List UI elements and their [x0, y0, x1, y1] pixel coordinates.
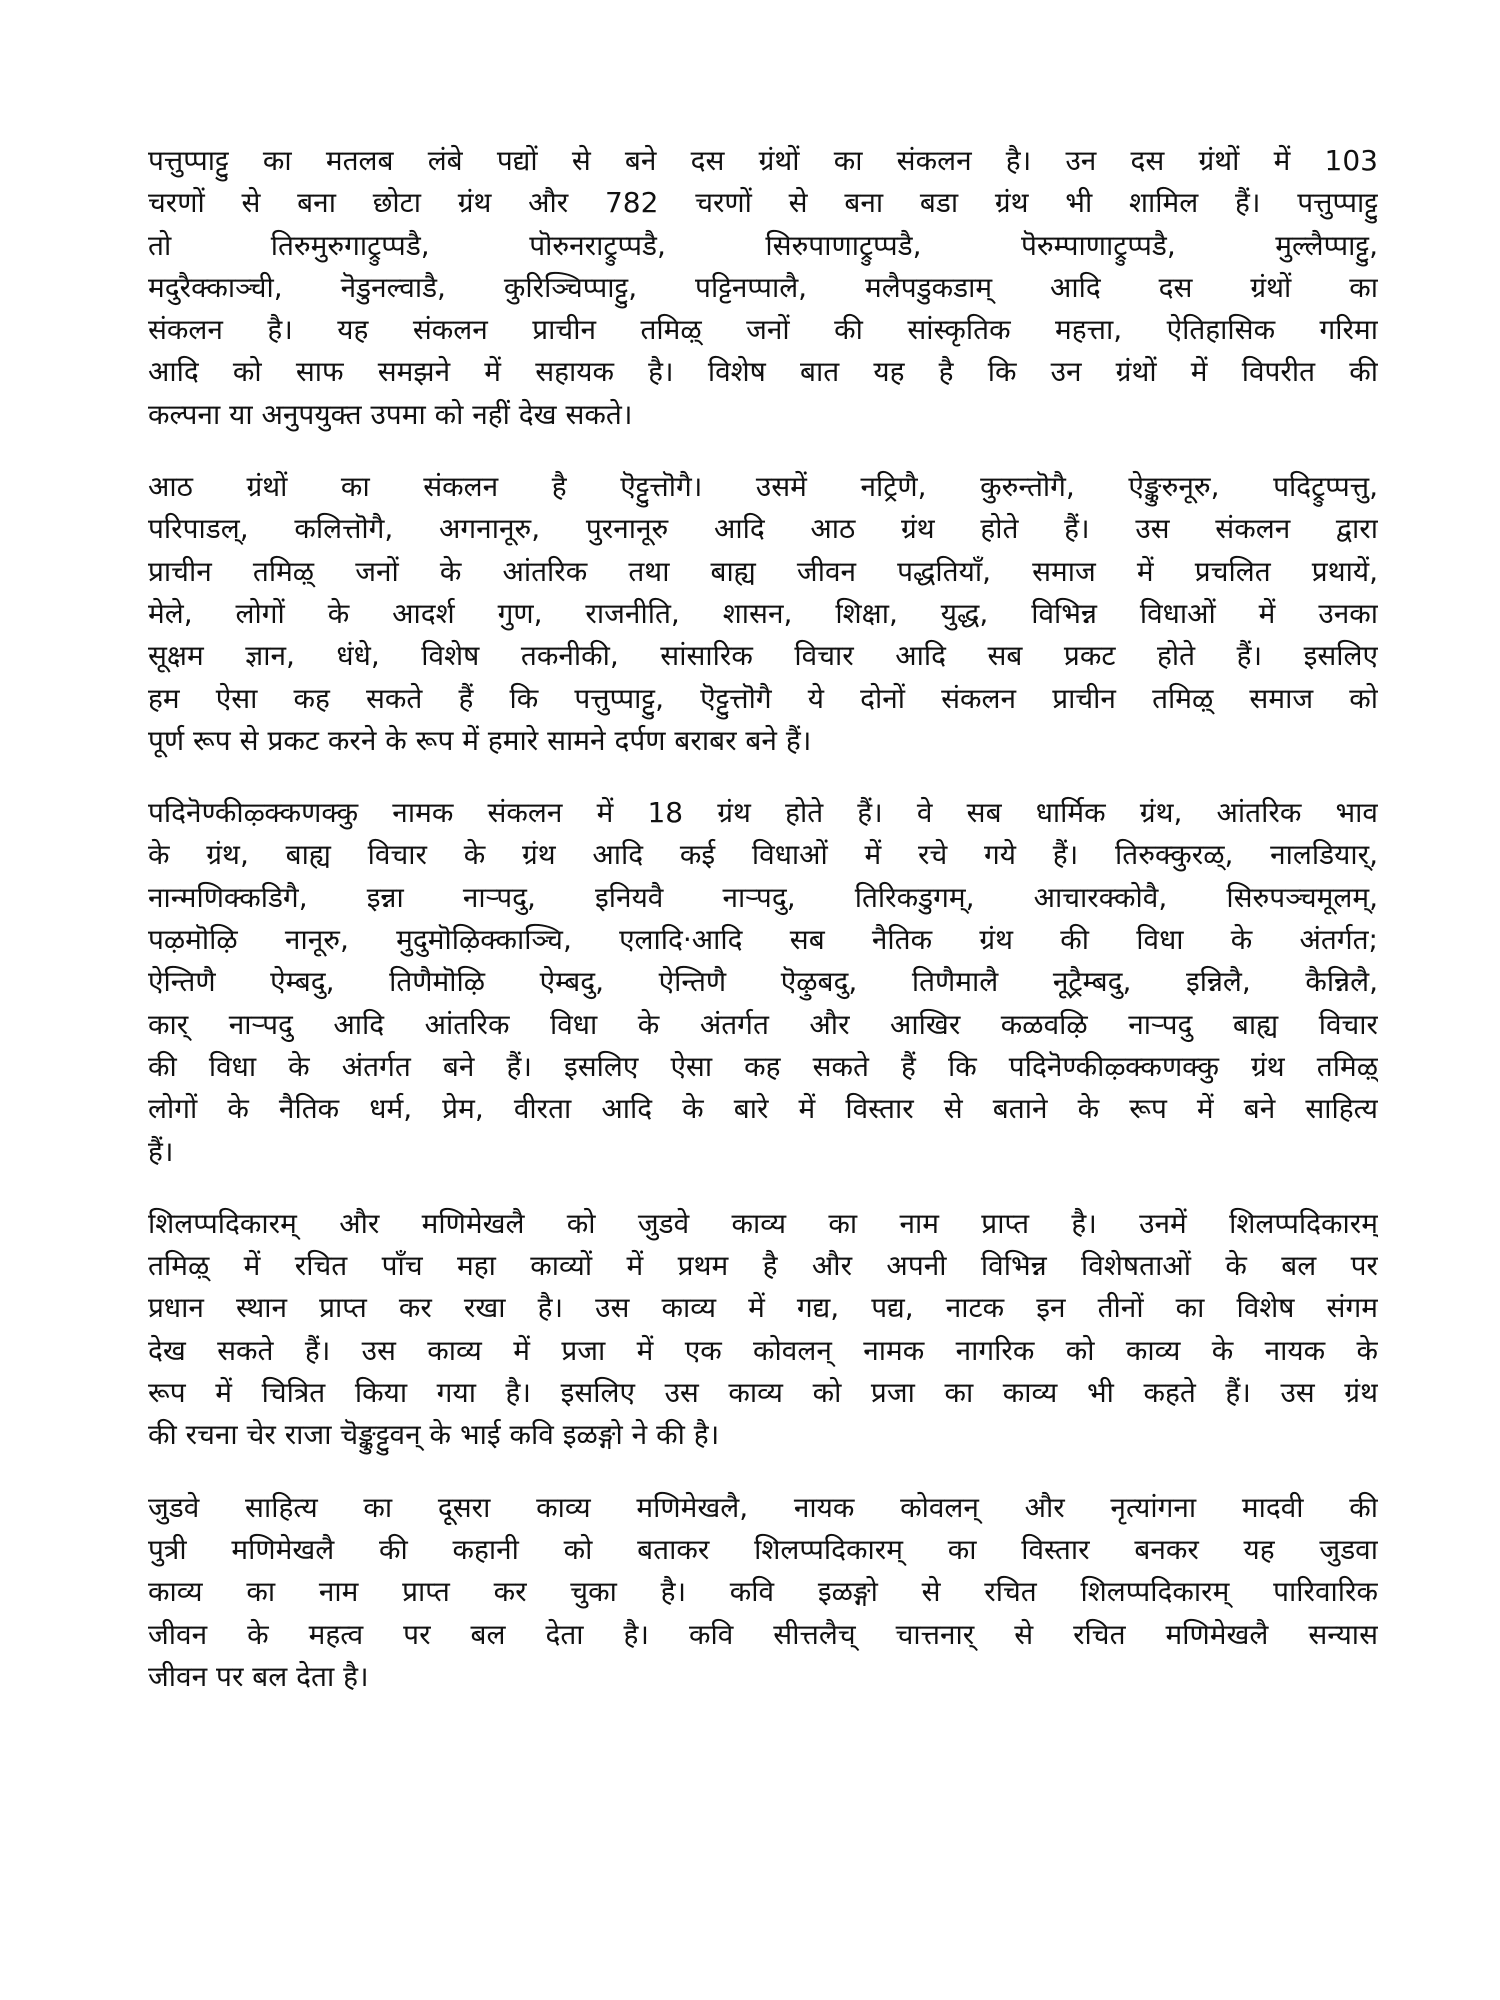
text-line: मेले, लोगों के आदर्श गुण, राजनीति, शासन, शिक्षा, युद्ध, विभिन्न विधाओं में उनका: [148, 596, 1378, 630]
text-line: मदुरैक्काञ्ची, नॆडुनल्वाडै, कुरिञ्चिप्पाट्टु, पट्टिनप्पालै, मलैपडुकडाम् आदि दस ग्रंथों का: [148, 270, 1378, 304]
text-line: पुत्री मणिमेखलै की कहानी को बताकर शिलप्पदिकारम् का विस्तार बनकर यह जुडवा: [148, 1532, 1378, 1566]
paragraph-manimekalai: [148, 1487, 1378, 1698]
text-line: लोगों के नैतिक धर्म, प्रेम, वीरता आदि के बारे में विस्तार से बताने के रूप में बने साहित्य: [148, 1092, 1378, 1126]
text-line: आठ ग्रंथों का संकलन है ऎट्टुत्तॊगै। उसमें नट्रिणै, कुरुन्तॊगै, ऐङ्कुरुनूरु, पदिट्रुप्पत्तु,: [148, 470, 1378, 504]
text-line: की रचना चेर राजा चॆङ्कुट्टुवन् के भाई कवि इळङ्गो ने की है।: [148, 1418, 720, 1452]
paragraph-ettuttogai: [148, 466, 1378, 762]
text-line: जीवन पर बल देता है।: [148, 1659, 369, 1693]
text-line: रूप में चित्रित किया गया है। इसलिए उस काव्य को प्रजा का काव्य भी कहते हैं। उस ग्रंथ: [148, 1376, 1378, 1410]
text-line: काव्य का नाम प्राप्त कर चुका है। कवि इळङ्गो से रचित शिलप्पदिकारम् पारिवारिक: [148, 1575, 1378, 1609]
text-line: परिपाडल्, कलित्तॊगै, अगनानूरु, पुरनानूरु आदि आठ ग्रंथ होते हैं। उस संकलन द्वारा: [148, 512, 1378, 546]
text-line: सूक्षम ज्ञान, धंधे, विशेष तकनीकी, सांसारिक विचार आदि सब प्रकट होते हैं। इसलिए: [148, 639, 1378, 673]
paragraph-pattuppattu: [148, 140, 1378, 436]
text-line: देख सकते हैं। उस काव्य में प्रजा में एक कोवलन् नामक नागरिक को काव्य के नायक के: [148, 1333, 1378, 1367]
text-line: पदिनॆण्कीऴ्क्कणक्कु नामक संकलन में 18 ग्रंथ होते हैं। वे सब धार्मिक ग्रंथ, आंतरिक भाव: [148, 796, 1378, 830]
text-line: प्राचीन तमिऴ् जनों के आंतरिक तथा बाह्य जीवन पद्धतियाँ, समाज में प्रचलित प्रथायें,: [148, 554, 1378, 588]
text-line: जुडवे साहित्य का दूसरा काव्य मणिमेखलै, नायक कोवलन् और नृत्यांगना मादवी की: [148, 1490, 1378, 1524]
text-line: पत्तुप्पाट्टु का मतलब लंबे पद्यों से बने दस ग्रंथों का संकलन है। उन दस ग्रंथों में 103: [148, 144, 1378, 177]
text-line: की विधा के अंतर्गत बने हैं। इसलिए ऐसा कह सकते हैं कि पदिनॆण्कीऴ्क्कणक्कु ग्रंथ तमिऴ्: [148, 1049, 1378, 1083]
text-line: तो तिरुमुरुगाट्रुप्पडै, पॊरुनराट्रुप्पडै, सिरुपाणाट्रुप्पडै, पॆरुम्पाणाट्रुप्पडै, मुल्लैप्पाट्टु,: [148, 228, 1378, 262]
text-line: पूर्ण रूप से प्रकट करने के रूप में हमारे सामने दर्पण बराबर बने हैं।: [148, 723, 812, 757]
document-page: [148, 140, 1378, 1728]
text-line: शिलप्पदिकारम् और मणिमेखलै को जुडवे काव्य का नाम प्राप्त है। उनमें शिलप्पदिकारम्: [148, 1206, 1378, 1240]
text-line: तमिऴ् में रचित पाँच महा काव्यों में प्रथम है और अपनी विभिन्न विशेषताओं के बल पर: [148, 1249, 1378, 1283]
text-line: संकलन है। यह संकलन प्राचीन तमिऴ् जनों की सांस्कृतिक महत्ता, ऐतिहासिक गरिमा: [148, 313, 1378, 347]
text-line: प्रधान स्थान प्राप्त कर रखा है। उस काव्य में गद्य, पद्य, नाटक इन तीनों का विशेष संगम: [148, 1291, 1378, 1325]
text-line: जीवन के महत्व पर बल देता है। कवि सीत्तलैच् चात्तनार् से रचित मणिमेखलै सन्यास: [148, 1617, 1378, 1651]
text-line: हैं।: [148, 1134, 174, 1168]
paragraph-padinenkilkkanakku: [148, 792, 1378, 1173]
text-line: नान्मणिक्कडिगै, इन्ना नाऱ्पदु, इनियवै नाऱ्पदु, तिरिकडुगम्, आचारक्कोवै, सिरुपञ्चमूलम्,: [148, 880, 1378, 914]
text-line: पऴमॊऴि नानूरु, मुदुमॊऴिक्काञ्चि, एलादि·आदि सब नैतिक ग्रंथ की विधा के अंतर्गत;: [148, 923, 1378, 957]
text-line: के ग्रंथ, बाह्य विचार के ग्रंथ आदि कई विधाओं में रचे गये हैं। तिरुक्कुरळ्, नालडियार्,: [148, 838, 1378, 872]
text-line: हम ऐसा कह सकते हैं कि पत्तुप्पाट्टु, ऎट्टुत्तॊगै ये दोनों संकलन प्राचीन तमिऴ् समाज को: [148, 681, 1378, 715]
paragraph-silappadikaram: [148, 1203, 1378, 1457]
text-line: कल्पना या अनुपयुक्त उपमा को नहीं देख सकते।: [148, 397, 633, 431]
text-line: कार् नाऱ्पदु आदि आंतरिक विधा के अंतर्गत और आखिर कळवऴि नाऱ्पदु बाह्य विचार: [148, 1007, 1378, 1041]
text-line: चरणों से बना छोटा ग्रंथ और 782 चरणों से बना बडा ग्रंथ भी शामिल हैं। पत्तुप्पाट्टु: [148, 186, 1378, 220]
text-line: आदि को साफ समझने में सहायक है। विशेष बात यह है कि उन ग्रंथों में विपरीत की: [148, 355, 1378, 389]
text-line: ऐन्तिणै ऐम्बदु, तिणैमॊऴि ऐम्बदु, ऐन्तिणै ऎऴुबदु, तिणैमालै नूट्रैम्बदु, इन्निलै, कैन्निलै,: [148, 965, 1378, 999]
